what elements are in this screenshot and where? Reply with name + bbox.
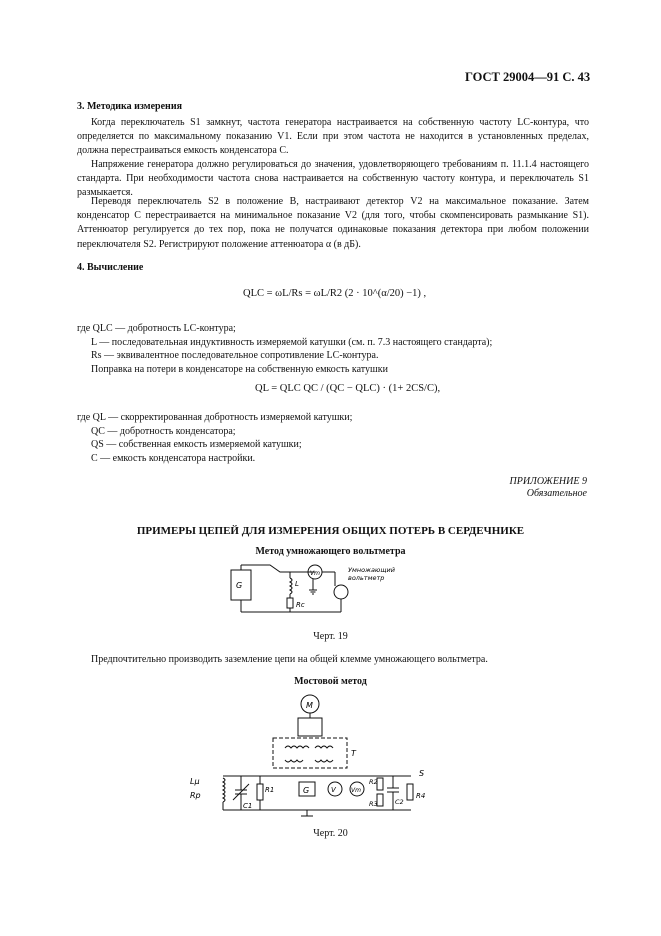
- section-3-heading: 3. Методика измерения: [77, 101, 182, 112]
- definition-c: C — емкость конденсатора настройки.: [91, 452, 256, 464]
- resistor-rc: [287, 598, 293, 608]
- appendix-title: ПРИМЕРЫ ЦЕПЕЙ ДЛЯ ИЗМЕРЕНИЯ ОБЩИХ ПОТЕРЬ В СЕРДЕЧНИКЕ: [136, 525, 525, 537]
- resistor-r3: [377, 794, 383, 806]
- method-1-title: Метод умножающего вольтметра: [255, 546, 406, 557]
- label-g: G: [303, 786, 310, 795]
- label-c2: C2: [395, 798, 404, 806]
- definitions-1: [77, 322, 492, 376]
- circuit-diagram-20: [185, 688, 435, 822]
- definition-qc: QC — добротность конденсатора;: [91, 425, 236, 437]
- appendix-number: ПРИЛОЖЕНИЕ 9: [509, 476, 587, 487]
- grounding-note: Предпочтительно производить заземление цепи на общей клемме умножающего вольтметра.: [91, 654, 488, 665]
- formula-ql: QL = QLC QC / (QC − QLC) · (1+ 2CS/C),: [255, 383, 441, 394]
- resistor-r2: [377, 778, 383, 790]
- label-r2: R2: [369, 778, 378, 786]
- section-3-paragraph-3: Переводя переключатель S2 в положение B, настраивают детектор V2 на максимальное показание. Затем конденсатор C перестраивается на минимальное показание V2 (для того, чтобы скомпенсировать размыкание S1). Аттенюатор регулируется до тех пор, пока не получатся одинаковые показания детектора при любом положении переключателя S2. Регистрируют положение аттенюатора α (в дБ).: [77, 196, 589, 250]
- circuit-diagram-19: [225, 560, 415, 628]
- definition-l: L — последовательная индуктивность измеряемой катушки (см. п. 7.3 настоящего стандарта);: [91, 336, 493, 348]
- definition-rs: Rs — эквивалентное последовательное сопротивление LC-контура.: [91, 350, 379, 362]
- label-lmu: Lμ: [190, 777, 200, 786]
- definitions-2: [77, 411, 352, 465]
- label-r3: R3: [369, 800, 378, 808]
- section-3-paragraph-2: Напряжение генератора должно регулироваться до значения, удовлетворяющего требованиям п. 11.1.4 настоящего стандарта. При необходимости частота снова настраивается на собственную частоту контура, и переключатель S1 размыкается.: [77, 159, 589, 199]
- transformer-t: [273, 738, 347, 768]
- formula-qlc: QLC = ωL/Rs = ωL/R2 (2 · 10^(α/20) −1) ,: [243, 288, 427, 299]
- label-r1: R1: [265, 786, 275, 794]
- section-4-heading: 4. Вычисление: [77, 262, 144, 273]
- figure-19-caption: Черт. 19: [313, 631, 348, 642]
- label-r4: R4: [416, 792, 426, 800]
- section-3-paragraph-1: Когда переключатель S1 замкнут, частота генератора настраивается на собственную частоту LC-контура, что определяется по максимальному показанию V1. Если при этом частота не находится в установленных пределах, должна перестраиваться емкость конденсатора C.: [77, 117, 589, 157]
- page-header: ГОСТ 29004—91 С. 43: [465, 70, 591, 84]
- definition-ql: где QL — скорректированная добротность измеряемой катушки;: [77, 412, 353, 423]
- label-m: M: [306, 701, 313, 710]
- annotation-line-1: Умножающий: [348, 566, 395, 574]
- appendix-status: Обязательное: [526, 488, 587, 499]
- method-2-title: Мостовой метод: [294, 676, 367, 687]
- appendix-label: [510, 476, 588, 500]
- figure-20-caption: Черт. 20: [313, 828, 348, 839]
- label-rc: Rc: [296, 601, 305, 609]
- inductor-lmu: [223, 778, 225, 802]
- correction-text: Поправка на потери в конденсаторе на собственную емкость катушки: [91, 363, 388, 375]
- label-t: T: [351, 749, 356, 758]
- annotation-line-2: вольтметр: [348, 574, 385, 582]
- label-rp: Rp: [190, 791, 201, 800]
- resistor-r4: [407, 784, 413, 800]
- resistor-r1: [257, 784, 263, 800]
- label-c1: C1: [243, 802, 253, 810]
- label-g: G: [236, 581, 243, 590]
- inductor-l: [290, 578, 292, 594]
- definition-qlc: где QLC — добротность LC-контура;: [77, 323, 236, 334]
- multiplying-voltmeter: [334, 585, 348, 599]
- transformer-primary: [298, 718, 322, 736]
- label-s: S: [419, 769, 425, 778]
- label-vm: Vm: [310, 570, 320, 577]
- label-v: V: [331, 786, 336, 794]
- label-l: L: [295, 580, 299, 588]
- definition-qs: QS — собственная емкость измеряемой катушки;: [91, 439, 302, 451]
- label-vm: Vm: [351, 787, 361, 794]
